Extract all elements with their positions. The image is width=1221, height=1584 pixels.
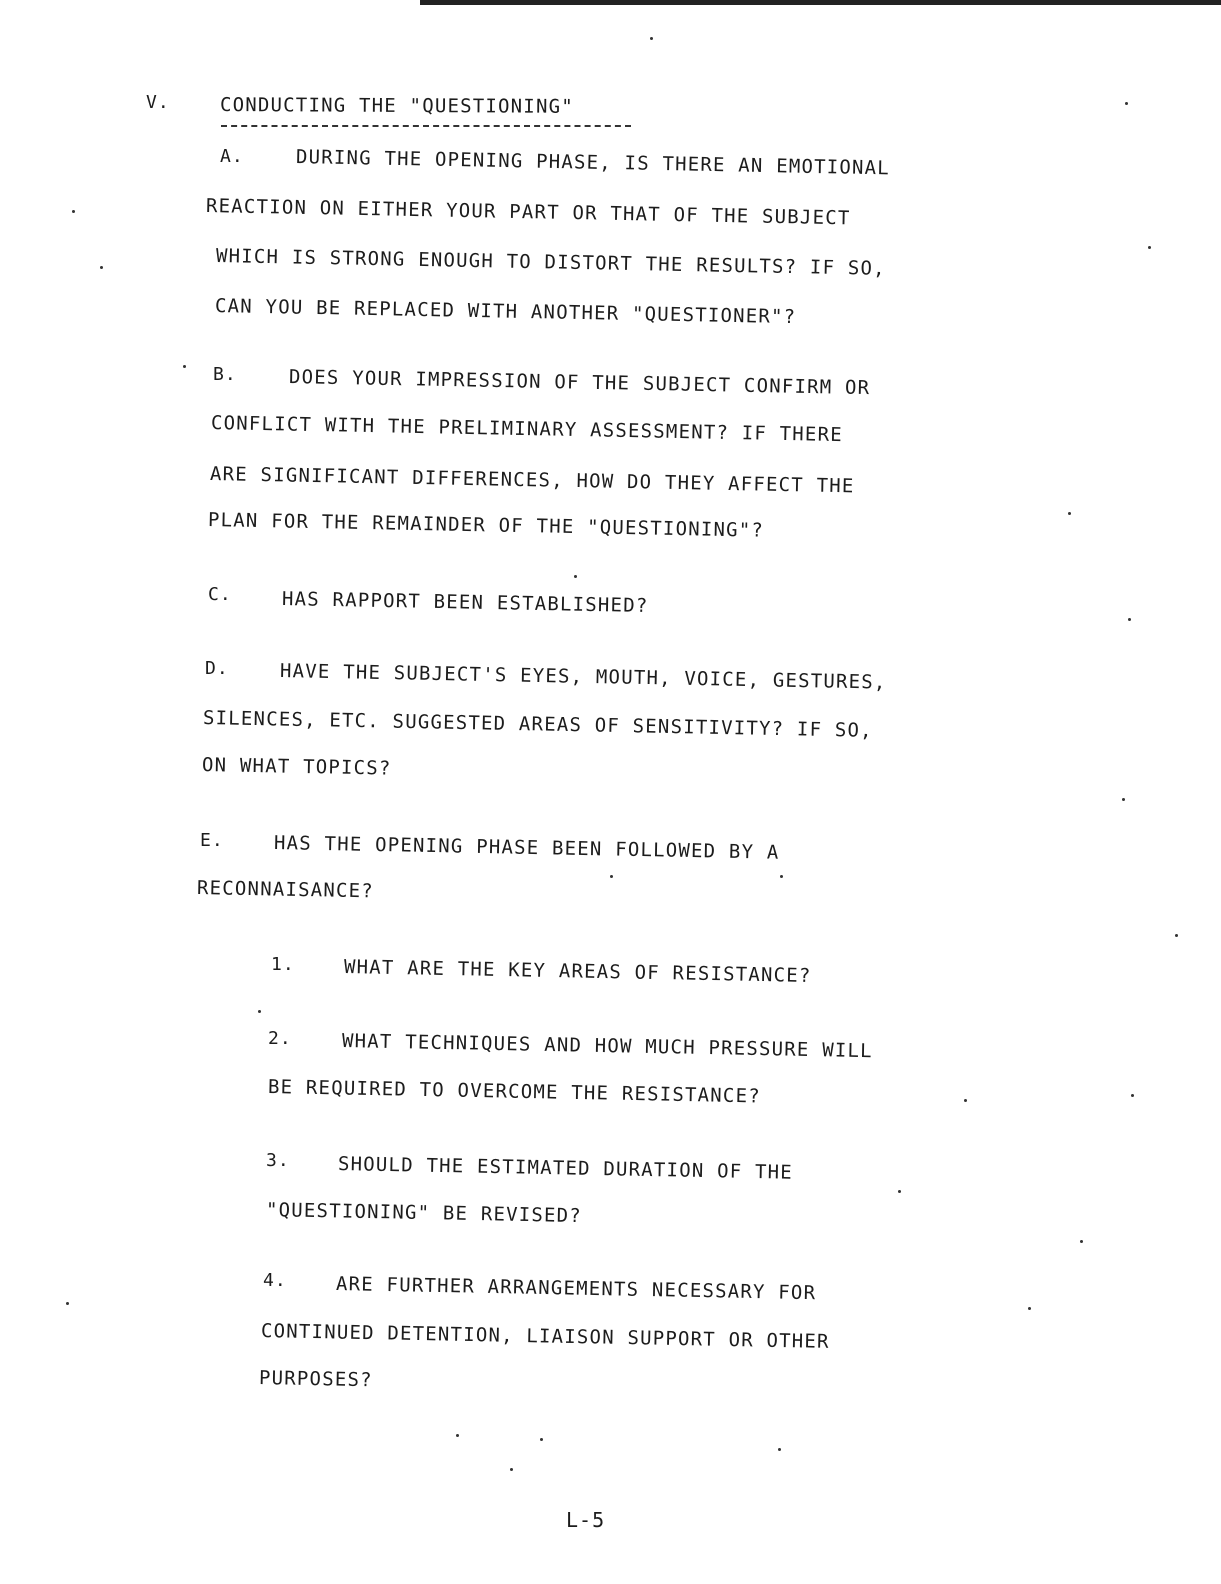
item-d-line-2: SILENCES, ETC. SUGGESTED AREAS OF SENSITIVITY? IF SO, — [202, 707, 873, 742]
scan-speck — [898, 1190, 901, 1193]
item-b-label: B. — [213, 364, 237, 385]
item-b-line-2: CONFLICT WITH THE PRELIMINARY ASSESSMENT? IF THERE — [210, 412, 844, 447]
scan-speck — [100, 266, 103, 269]
item-d-line-3: ON WHAT TOPICS? — [201, 754, 392, 780]
item-b-line-3: ARE SIGNIFICANT DIFFERENCES, HOW DO THEY AFFECT THE — [209, 463, 855, 498]
item-a-line-2: REACTION ON EITHER YOUR PART OR THAT OF THE SUBJECT — [205, 195, 851, 230]
item-e4-line-1: ARE FURTHER ARRANGEMENTS NECESSARY FOR — [335, 1273, 817, 1305]
item-e3-label: 3. — [266, 1150, 290, 1171]
scan-speck — [66, 1302, 69, 1305]
item-e3-line-2: "QUESTIONING" BE REVISED? — [265, 1199, 583, 1228]
scan-edge-rule — [420, 0, 1221, 5]
scan-speck — [1122, 798, 1125, 801]
item-d-line-1: HAVE THE SUBJECT'S EYES, MOUTH, VOICE, GESTURES, — [279, 660, 887, 694]
item-e4-line-2: CONTINUED DETENTION, LIAISON SUPPORT OR OTHER — [260, 1320, 830, 1353]
scan-speck — [1028, 1307, 1031, 1310]
item-a-line-3: WHICH IS STRONG ENOUGH TO DISTORT THE RESULTS? IF SO, — [215, 245, 886, 280]
scan-speck — [540, 1438, 543, 1441]
item-e4-label: 4. — [263, 1270, 287, 1291]
item-a-line-4: CAN YOU BE REPLACED WITH ANOTHER "QUESTIONER"? — [214, 295, 797, 329]
item-e3-line-1: SHOULD THE ESTIMATED DURATION OF THE — [337, 1153, 794, 1184]
scan-speck — [780, 875, 783, 878]
scan-speck — [1131, 1094, 1134, 1097]
item-e2-label: 2. — [268, 1028, 292, 1049]
item-c-line-1: HAS RAPPORT BEEN ESTABLISHED? — [281, 588, 649, 618]
scan-speck — [1068, 512, 1071, 515]
scan-speck — [1128, 618, 1131, 621]
item-d-label: D. — [205, 658, 229, 679]
item-a-label: A. — [220, 146, 244, 167]
scan-speck — [964, 1099, 967, 1102]
scan-speck — [1125, 102, 1128, 105]
scan-speck — [610, 875, 613, 878]
item-e-label: E. — [200, 830, 224, 851]
scan-speck — [650, 37, 653, 40]
page-number: L-5 — [566, 1508, 606, 1532]
scan-speck — [258, 1010, 261, 1013]
item-b-line-4: PLAN FOR THE REMAINDER OF THE "QUESTIONING"? — [207, 509, 765, 542]
item-e-line-1: HAS THE OPENING PHASE BEEN FOLLOWED BY A — [273, 832, 780, 864]
scan-speck — [1175, 934, 1178, 937]
section-title: CONDUCTING THE "QUESTIONING" — [219, 94, 574, 118]
item-e1-line-1: WHAT ARE THE KEY AREAS OF RESISTANCE? — [343, 956, 812, 987]
item-b-line-1: DOES YOUR IMPRESSION OF THE SUBJECT CONFIRM OR — [288, 366, 871, 400]
scan-speck — [574, 575, 577, 578]
item-e2-line-2: BE REQUIRED TO OVERCOME THE RESISTANCE? — [267, 1076, 762, 1108]
item-a-line-1: DURING THE OPENING PHASE, IS THERE AN EMOTIONAL — [295, 146, 891, 180]
scan-speck — [72, 210, 75, 213]
scan-speck — [1148, 246, 1151, 249]
section-numeral: V. — [146, 92, 170, 113]
title-underline — [221, 125, 631, 127]
item-e4-line-3: PURPOSES? — [258, 1367, 373, 1392]
item-e-line-2: RECONNAISANCE? — [196, 877, 375, 903]
item-c-label: C. — [208, 584, 232, 605]
scan-speck — [1080, 1240, 1083, 1243]
scan-speck — [778, 1448, 781, 1451]
scan-speck — [510, 1468, 513, 1471]
scan-speck — [183, 365, 186, 368]
item-e2-line-1: WHAT TECHNIQUES AND HOW MUCH PRESSURE WILL — [341, 1030, 873, 1063]
item-e1-label: 1. — [271, 954, 295, 975]
scan-speck — [456, 1434, 459, 1437]
